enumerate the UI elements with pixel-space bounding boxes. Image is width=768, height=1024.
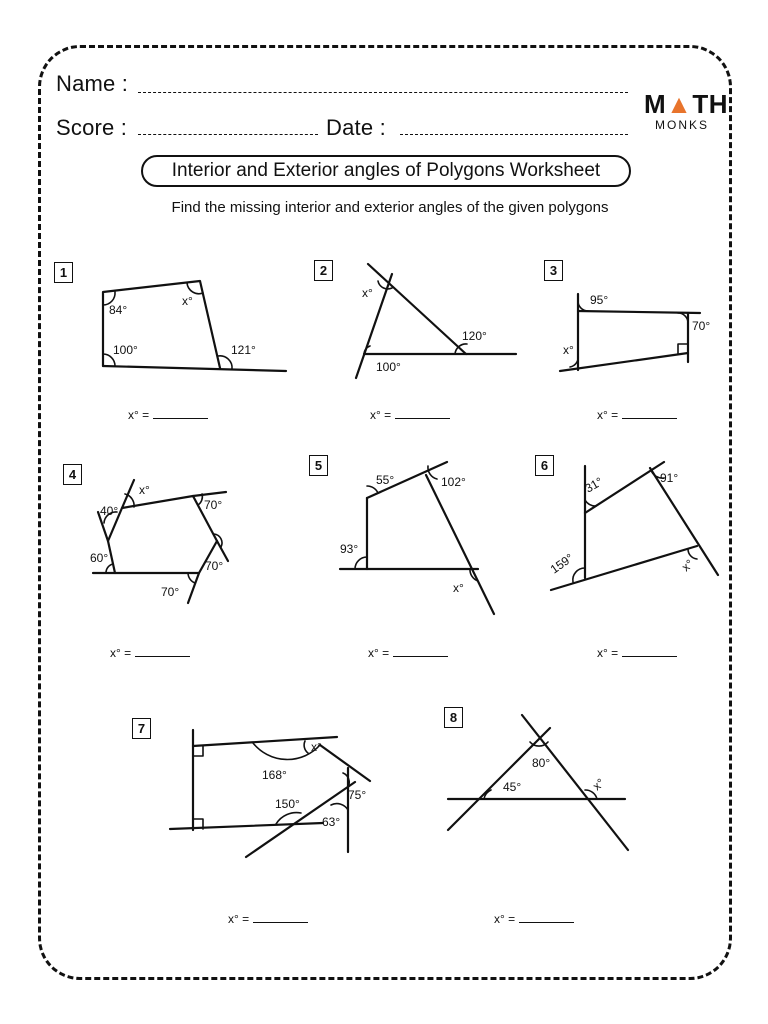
answer-field-2[interactable]: x° = — [370, 408, 450, 422]
problem-number: 2 — [314, 260, 333, 281]
angle-label: x° — [182, 294, 193, 308]
problem-number: 5 — [309, 455, 328, 476]
angle-label: 84° — [109, 303, 128, 317]
polygon-figure-6 — [551, 462, 718, 590]
problem-number: 7 — [132, 718, 151, 739]
answer-field-8[interactable]: x° = — [494, 912, 574, 926]
angle-label: 95° — [590, 293, 609, 307]
worksheet-title: Interior and Exterior angles of Polygons Worksheet — [141, 155, 631, 187]
angle-label: 31° — [582, 474, 606, 496]
angle-label: 40° — [100, 504, 119, 518]
angle-label: x° — [453, 581, 464, 595]
angle-label: 168° — [262, 768, 287, 782]
angle-label: x° — [589, 775, 608, 794]
problem-number: 4 — [63, 464, 82, 485]
angle-label: 70° — [204, 498, 223, 512]
angle-label: 70° — [161, 585, 180, 599]
answer-field-1[interactable]: x° = — [128, 408, 208, 422]
answer-field-7[interactable]: x° = — [228, 912, 308, 926]
polygon-figure-3 — [560, 294, 700, 371]
score-label: Score : — [56, 115, 128, 140]
date-label: Date : — [326, 115, 386, 140]
answer-field-5[interactable]: x° = — [368, 646, 448, 660]
math-monks-logo: M▲TH MONKS — [644, 89, 729, 132]
angle-label: 121° — [231, 343, 256, 357]
polygon-figure-1 — [103, 281, 286, 371]
angle-label: x° — [139, 483, 150, 497]
answer-field-6[interactable]: x° = — [597, 646, 677, 660]
polygon-figure-5 — [340, 462, 494, 614]
triangle-icon: ▲ — [666, 89, 693, 119]
instructions: Find the missing interior and exterior angles of the given polygons — [171, 199, 609, 216]
answer-field-3[interactable]: x° = — [597, 408, 677, 422]
angle-label: 100° — [376, 360, 401, 374]
angle-label: 120° — [462, 329, 487, 343]
polygon-figure-7 — [170, 730, 370, 857]
angle-label: 55° — [376, 473, 395, 487]
angle-label: 93° — [340, 542, 359, 556]
angle-label: 159° — [547, 550, 577, 577]
problem-number: 1 — [54, 262, 73, 283]
angle-label: 70° — [692, 319, 711, 333]
problem-number: 3 — [544, 260, 563, 281]
angle-label: 75° — [348, 788, 367, 802]
angle-label: 60° — [90, 551, 109, 565]
angle-label: x° — [362, 286, 373, 300]
name-label: Name : — [56, 71, 129, 96]
angle-label: 45° — [503, 780, 522, 794]
angle-label: 63° — [322, 815, 341, 829]
answer-field-4[interactable]: x° = — [110, 646, 190, 660]
angle-label: x° — [311, 740, 322, 754]
angle-label: 91° — [660, 471, 679, 485]
angle-label: 70° — [205, 559, 224, 573]
angle-label: 100° — [113, 343, 138, 357]
angle-label: 102° — [441, 475, 466, 489]
angle-label: 80° — [532, 756, 551, 770]
angle-label: 150° — [275, 797, 300, 811]
problem-number: 8 — [444, 707, 463, 728]
angle-label: x° — [678, 556, 697, 575]
angle-label: x° — [563, 343, 574, 357]
problem-number: 6 — [535, 455, 554, 476]
